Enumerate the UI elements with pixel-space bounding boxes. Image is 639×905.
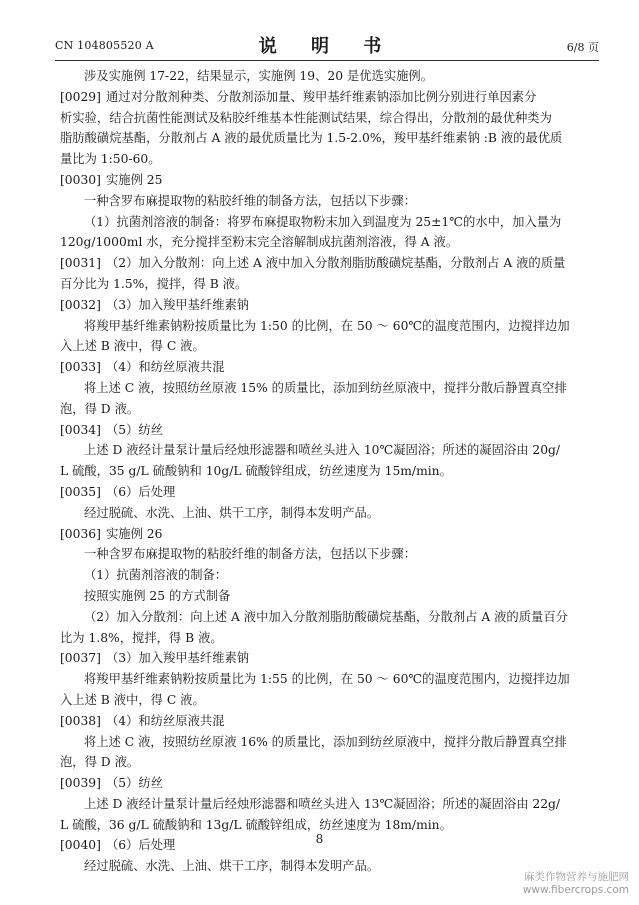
document-number: CN 104805520 A [55, 39, 154, 52]
paragraph-line [60, 607, 610, 628]
paragraph-number: [0030] [60, 172, 101, 187]
paragraph-number: [0033] [60, 360, 101, 375]
paragraph-line [60, 149, 610, 170]
paragraph-number: [0031] [60, 256, 101, 271]
line-text: 上述 D 液经计量泵计量后经烛形滤器和喷丝头进入 10℃凝固浴；所述的凝固浴由 20g/ [84, 443, 561, 458]
line-text: L 硫酸，35 g/L 硫酸钠和 10g/L 硫酸锌组成，纺丝速度为 15m/min。 [60, 464, 452, 479]
document-body [60, 66, 610, 877]
line-text: 泡，得 D 液。 [60, 401, 140, 416]
line-text: （1）抗菌剂溶液的制备： [84, 568, 228, 583]
line-text: 一种含罗布麻提取物的粘胶纤维的制备方法，包括以下步骤： [84, 547, 417, 562]
line-text: （2）加入分散剂：向上述 A 液中加入分散剂脂肪酸磺烷基酯，分散剂占 A 液的质量百分 [84, 609, 568, 624]
line-text: 涉及实施例 17-22，结果显示，实施例 19、20 是优选实施例。 [84, 69, 434, 83]
header-divider [55, 60, 599, 61]
line-text: 一种含罗布麻提取物的粘胶纤维的制备方法，包括以下步骤： [84, 193, 417, 208]
paragraph-line [60, 503, 610, 524]
watermark-title: 麻类作物营养与施肥网 [524, 871, 629, 883]
paragraph-number: [0035] [60, 484, 101, 499]
paragraph-number: [0040] [60, 838, 101, 853]
line-text: （3）加入羧甲基纤维素钠 [106, 297, 250, 312]
watermark-url: www.fibercrops.com [522, 884, 629, 896]
line-text: 按照实施例 25 的方式制备 [84, 588, 231, 603]
paragraph-line [60, 66, 610, 87]
line-text: 经过脱硫、水洗、上油、烘干工序，制得本发明产品。 [84, 859, 380, 874]
watermark [523, 871, 629, 897]
line-text: L 硫酸，36 g/L 硫酸钠和 13g/L 硫酸锌组成，纺丝速度为 18m/min。 [60, 817, 452, 832]
page-indicator: 6/8 页 [566, 41, 599, 54]
paragraph-numbered-line [60, 773, 610, 794]
line-text: 实施例 25 [106, 172, 163, 187]
paragraph-numbered-line [60, 295, 610, 316]
paragraph-line [60, 628, 610, 649]
line-text: 量比为 1:50-60。 [60, 152, 161, 167]
line-text: （5）纺丝 [106, 776, 164, 791]
paragraph-number: [0039] [60, 776, 101, 791]
paragraph-number: [0037] [60, 651, 101, 666]
paragraph-number: [0029] [60, 89, 101, 104]
paragraph-number: [0032] [60, 297, 101, 312]
line-text: （1）抗菌剂溶液的制备：将罗布麻提取物粉末加入到温度为 25±1℃的水中，加入量为 [84, 214, 562, 229]
line-text: （3）加入羧甲基纤维素钠 [106, 651, 250, 666]
paragraph-line [60, 544, 610, 565]
paragraph-line [60, 191, 610, 212]
line-text: 上述 D 液经计量泵计量后经烛形滤器和喷丝头进入 13℃凝固浴；所述的凝固浴由 22g/ [84, 796, 561, 811]
line-text: 将上述 C 液，按照纺丝原液 16% 的质量比，添加到纺丝原液中，搅拌分散后静置真空排 [84, 734, 567, 749]
line-text: 脂肪酸磺烷基酯，分散剂占 A 液的最优质量比为 1.5-2.0%，羧甲基纤维素钠 :B 液的最优质 [60, 131, 563, 146]
paragraph-numbered-line [60, 524, 610, 545]
paragraph-line [60, 669, 610, 690]
paragraph-line [60, 752, 610, 773]
paragraph-line [60, 336, 610, 357]
line-text: 入上述 B 液中，得 C 液。 [60, 692, 205, 707]
paragraph-line [60, 274, 610, 295]
paragraph-line [60, 690, 610, 711]
paragraph-line [60, 794, 610, 815]
paragraph-numbered-line [60, 648, 610, 669]
line-text: 将上述 C 液，按照纺丝原液 15% 的质量比，添加到纺丝原液中，搅拌分散后静置真空排 [84, 380, 567, 395]
line-text: （4）和纺丝原液共混 [106, 713, 225, 728]
paragraph-number: [0036] [60, 526, 101, 541]
paragraph-line [60, 732, 610, 753]
paragraph-numbered-line [60, 482, 610, 503]
line-text: 将羧甲基纤维素钠粉按质量比为 1:50 的比例，在 50 ～ 60℃的温度范围内，边搅拌边加 [84, 318, 570, 333]
line-text: 百分比为 1.5%，搅拌，得 B 液。 [60, 276, 248, 291]
paragraph-numbered-line [60, 420, 610, 441]
paragraph-number: [0038] [60, 713, 101, 728]
paragraph-numbered-line [60, 170, 610, 191]
line-text: 120g/1000ml 水，充分搅拌至粉末完全溶解制成抗菌剂溶液，得 A 液。 [60, 235, 459, 250]
line-text: 通过对分散剂种类、分散剂添加量、羧甲基纤维素钠添加比例分别进行单因素分 [106, 89, 537, 104]
page-header [55, 30, 599, 60]
paragraph-numbered-line [60, 711, 610, 732]
line-text: 泡，得 D 液。 [60, 755, 140, 770]
line-text: （2）加入分散剂：向上述 A 液中加入分散剂脂肪酸磺烷基酯，分散剂占 A 液的质量 [106, 256, 566, 271]
paragraph-line [60, 461, 610, 482]
paragraph-line [60, 565, 610, 586]
paragraph-numbered-line [60, 253, 610, 274]
paragraph-line [60, 232, 610, 253]
paragraph-line [60, 586, 610, 607]
line-text: （6）后处理 [106, 484, 176, 499]
paragraph-line [60, 108, 610, 129]
line-text: 实施例 26 [106, 526, 163, 541]
line-text: 比为 1.8%，搅拌，得 B 液。 [60, 630, 223, 645]
page-title: 说 明 书 [258, 36, 396, 57]
paragraph-number: [0034] [60, 422, 101, 437]
paragraph-line [60, 316, 610, 337]
line-text: 析实验，结合抗菌性能测试及粘胶纤维基本性能测试结果，综合得出，分散剂的最优种类为 [60, 110, 552, 125]
line-text: （5）纺丝 [106, 422, 164, 437]
page-number: 8 [315, 832, 324, 846]
line-text: 将羧甲基纤维素钠粉按质量比为 1:55 的比例，在 50 ～ 60℃的温度范围内，边搅拌边加 [84, 672, 570, 687]
line-text: （4）和纺丝原液共混 [106, 360, 225, 375]
line-text: 入上述 B 液中，得 C 液。 [60, 339, 205, 354]
paragraph-numbered-line [60, 87, 610, 108]
paragraph-line [60, 440, 610, 461]
paragraph-line [60, 128, 610, 149]
line-text: 经过脱硫、水洗、上油、烘干工序，制得本发明产品。 [84, 505, 380, 520]
paragraph-line [60, 378, 610, 399]
line-text: （6）后处理 [106, 838, 176, 853]
paragraph-line [60, 399, 610, 420]
paragraph-numbered-line [60, 357, 610, 378]
paragraph-line [60, 212, 610, 233]
